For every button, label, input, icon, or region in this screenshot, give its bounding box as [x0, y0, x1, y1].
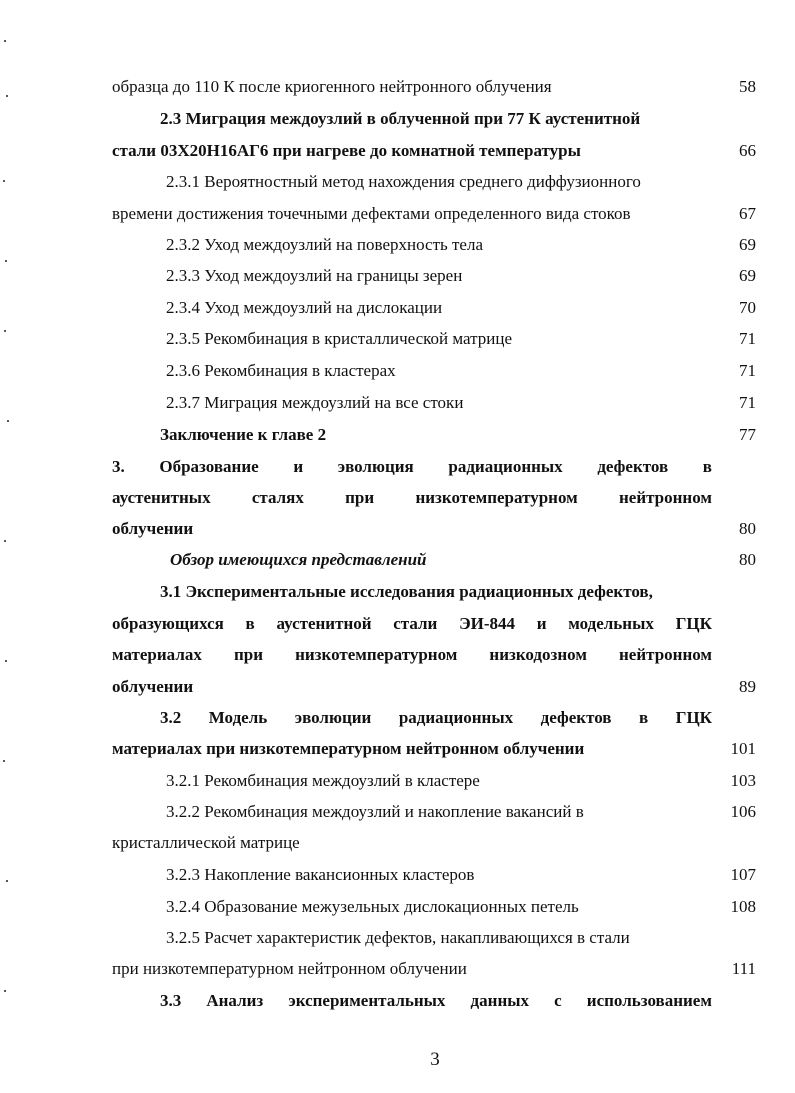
toc-chapter-heading-cont: облучении [112, 519, 194, 538]
toc-page-number: 69 [739, 266, 756, 285]
word: аустенитных [112, 488, 211, 507]
toc-page-number: 67 [739, 204, 756, 223]
word: и [293, 457, 304, 476]
toc-entry-text: 2.3.7 Миграция междоузлий на все стоки [166, 393, 464, 412]
toc-entry-text: 3.2.1 Рекомбинация междоузлий в кластере [166, 771, 480, 790]
toc-section-heading [160, 990, 712, 1012]
toc-section-heading-cont [112, 644, 712, 666]
toc-section-heading-cont [112, 613, 712, 635]
toc-page-number: 108 [730, 897, 756, 916]
toc-section-heading [160, 707, 712, 729]
toc-section-heading: 3.1 Экспериментальные исследования радиационных дефектов, [160, 582, 653, 601]
toc-section-heading-cont: стали 03Х20Н16АГ6 при нагреве до комнатной температуры [112, 141, 581, 160]
toc-entry-text: 2.3.3 Уход междоузлий на границы зерен [166, 266, 463, 285]
word: ЭИ-844 [459, 614, 515, 633]
toc-section-heading-cont: облучении [112, 677, 194, 696]
word: аустенитной [276, 614, 372, 633]
word: и [536, 614, 547, 633]
toc-entry-text: 2.3.1 Вероятностный метод нахождения среднего диффузионного [166, 172, 641, 191]
word: дефектов [597, 457, 669, 476]
toc-page-number: 101 [730, 739, 756, 758]
toc-entry-text: 2.3.4 Уход междоузлий на дислокации [166, 298, 443, 317]
toc-entry-text: 3.2.5 Расчет характеристик дефектов, накапливающихся в стали [166, 928, 630, 947]
word: эволюции [294, 708, 372, 727]
word: низкодозном [489, 645, 587, 664]
toc-page-number: 80 [739, 550, 756, 569]
word: эволюция [337, 457, 414, 476]
toc-entry-text: 2.3.5 Рекомбинация в кристаллической матрице [166, 329, 513, 348]
toc-entry-text: 3.2.4 Образование межузельных дислокационных петель [166, 897, 579, 916]
toc-entry-text: 3.2.2 Рекомбинация междоузлий и накопление вакансий в [166, 802, 584, 821]
word: нейтронном [619, 645, 712, 664]
toc-chapter-heading [112, 456, 712, 478]
word: образующихся [112, 614, 224, 633]
toc-page-number: 58 [739, 77, 756, 96]
toc-entry-text-cont: при низкотемпературном нейтронном облучении [112, 959, 467, 978]
toc-page-number: 71 [739, 361, 756, 380]
toc-page-number: 77 [739, 425, 756, 444]
toc-entry-text-cont: времени достижения точечными дефектами определенного вида стоков [112, 204, 631, 223]
toc-entry-text: 2.3.2 Уход междоузлий на поверхность тела [166, 235, 484, 254]
toc-page-number: 66 [739, 141, 756, 160]
word: экспериментальных [288, 991, 446, 1010]
word: нейтронном [618, 488, 712, 507]
word: 3. [112, 457, 125, 476]
toc-page-number: 69 [739, 235, 756, 254]
toc-page-number: 71 [739, 329, 756, 348]
toc-entry-text: образца до 110 К после криогенного нейтронного облучения [112, 77, 552, 96]
toc-entry-text: 3.2.3 Накопление вакансионных кластеров [166, 865, 475, 884]
toc-section-heading-cont: материалах при низкотемпературном нейтронном облучении [112, 739, 585, 758]
toc-page-number: 107 [730, 865, 756, 884]
toc-page-number: 71 [739, 393, 756, 412]
toc-subheading-italic: Обзор имеющихся представлений [170, 550, 427, 569]
toc-page-number: 103 [730, 771, 756, 790]
word: Анализ [206, 991, 264, 1010]
word: данных [470, 991, 530, 1010]
word: материалах [112, 645, 202, 664]
word: в [702, 457, 712, 476]
word: в [245, 614, 255, 633]
word: низкотемпературном [415, 488, 578, 507]
word: радиационных [398, 708, 514, 727]
word: Модель [208, 708, 268, 727]
toc-section-heading: 2.3 Миграция междоузлий в облученной при 77 К аустенитной [160, 109, 641, 128]
toc-page-number: 111 [731, 959, 756, 978]
word: с [554, 991, 562, 1010]
toc-page-number: 80 [739, 519, 756, 538]
word: в [638, 708, 649, 727]
word: 3.2 [160, 708, 182, 727]
word: низкотемпературном [295, 645, 458, 664]
toc-section-heading: Заключение к главе 2 [160, 425, 327, 444]
word: Образование [159, 457, 259, 476]
word: дефектов [540, 708, 612, 727]
word: при [345, 488, 375, 507]
word: использованием [586, 991, 712, 1010]
page-number: 3 [430, 1049, 440, 1070]
word: сталях [251, 488, 304, 507]
toc-page-number: 106 [730, 802, 756, 821]
word: ГЦК [675, 708, 712, 727]
toc-entry-text: 2.3.6 Рекомбинация в кластерах [166, 361, 396, 380]
toc-page-number: 70 [739, 298, 756, 317]
word: 3.3 [160, 991, 182, 1010]
word: модельных [568, 614, 654, 633]
scan-edge-noise [2, 0, 12, 1093]
toc-entry-text-cont: кристаллической матрице [112, 833, 300, 852]
toc-page-number: 89 [739, 677, 756, 696]
word: ГЦК [675, 614, 712, 633]
word: радиационных [448, 457, 563, 476]
toc-chapter-heading-cont [112, 487, 712, 509]
word: стали [393, 614, 438, 633]
word: при [233, 645, 263, 664]
